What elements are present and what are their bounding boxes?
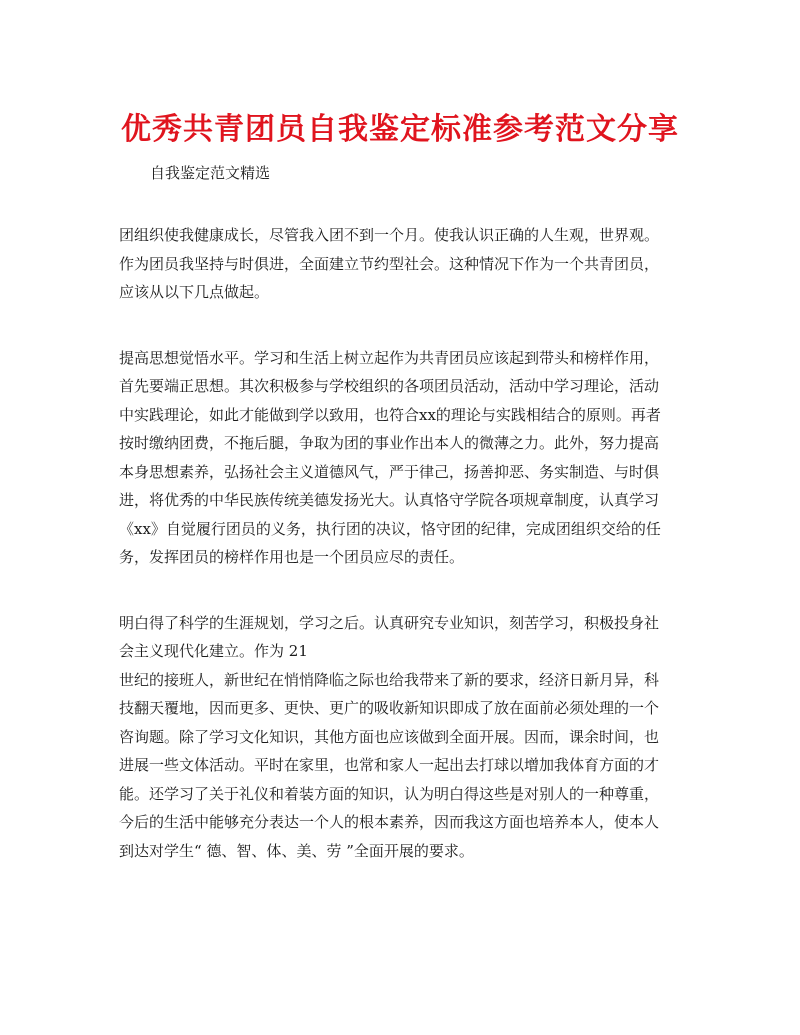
paragraph-3 [119, 609, 687, 866]
paragraph-2 [119, 344, 687, 572]
paragraph-1 [119, 221, 687, 307]
paragraph-line: 首先要端正思想。其次积极参与学校组织的各项团员活动，活动中学习理论，活动 [119, 377, 660, 395]
paragraph-line: 提高思想觉悟水平。学习和生活上树立起作为共青团员应该起到带头和榜样作用， [119, 348, 660, 367]
paragraph-line: 中实践理论，如此才能做到学以致用，也符合xx的理论与实践相结合的原则。再者 [119, 405, 661, 424]
paragraph-line: 能。还学习了关于礼仪和着装方面的知识，认为明白得这些是对别人的一种尊重， [119, 784, 660, 803]
paragraph-line: 务，发挥团员的榜样作用也是一个团员应尽的责任。 [119, 548, 465, 566]
paragraph-line: 作为团员我坚持与时俱进，全面建立节约型社会。这种情况下作为一个共青团员， [119, 254, 660, 273]
paragraph-line: 会主义现代化建立。作为 21 [119, 642, 308, 660]
paragraph-line: 按时缴纳团费，不拖后腿，争取为团的事业作出本人的微薄之力。此外，努力提高 [119, 434, 660, 452]
document-title: 优秀共青团员自我鉴定标准参考范文分享 [121, 112, 679, 147]
paragraph-line: 进，将优秀的中华民族传统美德发扬光大。认真恪守学院各项规章制度，认真学习 [119, 491, 660, 509]
document-body [119, 221, 687, 902]
paragraph-line: 明白得了科学的生涯规划，学习之后。认真研究专业知识，刻苦学习，积极投身社 [119, 613, 660, 632]
paragraph-line: 到达对学生“ 德、智、体、美、劳 ”全面开展的要求。 [119, 841, 474, 860]
paragraph-line: 团组织使我健康成长，尽管我入团不到一个月。使我认识正确的人生观，世界观。 [119, 226, 660, 244]
paragraph-line: 今后的生活中能够充分表达一个人的根本素养，因而我这方面也培养本人，使本人 [119, 813, 660, 831]
document-subtitle: 自我鉴定范文精选 [150, 164, 271, 182]
paragraph-line: 技翻天覆地，因而更多、更快、更广的吸收新知识即成了放在面前必须处理的一个 [119, 699, 660, 717]
paragraph-line: 应该从以下几点做起。 [119, 283, 270, 301]
paragraph-line: 世纪的接班人，新世纪在悄悄降临之际也给我带来了新的要求，经济日新月异，科 [119, 670, 660, 689]
paragraph-line: 《xx》自觉履行团员的义务，执行团的决议，恪守团的纪律，完成团组织交给的任 [119, 519, 661, 538]
paragraph-line: 进展一些文体活动。平时在家里，也常和家人一起出去打球以增加我体育方面的才 [119, 756, 660, 774]
paragraph-line: 咨询题。除了学习文化知识，其他方面也应该做到全面开展。因而，课余时间，也 [119, 727, 660, 746]
paragraph-line: 本身思想素养，弘扬社会主义道德风气，严于律己，扬善抑恶、务实制造、与时俱 [119, 462, 660, 481]
